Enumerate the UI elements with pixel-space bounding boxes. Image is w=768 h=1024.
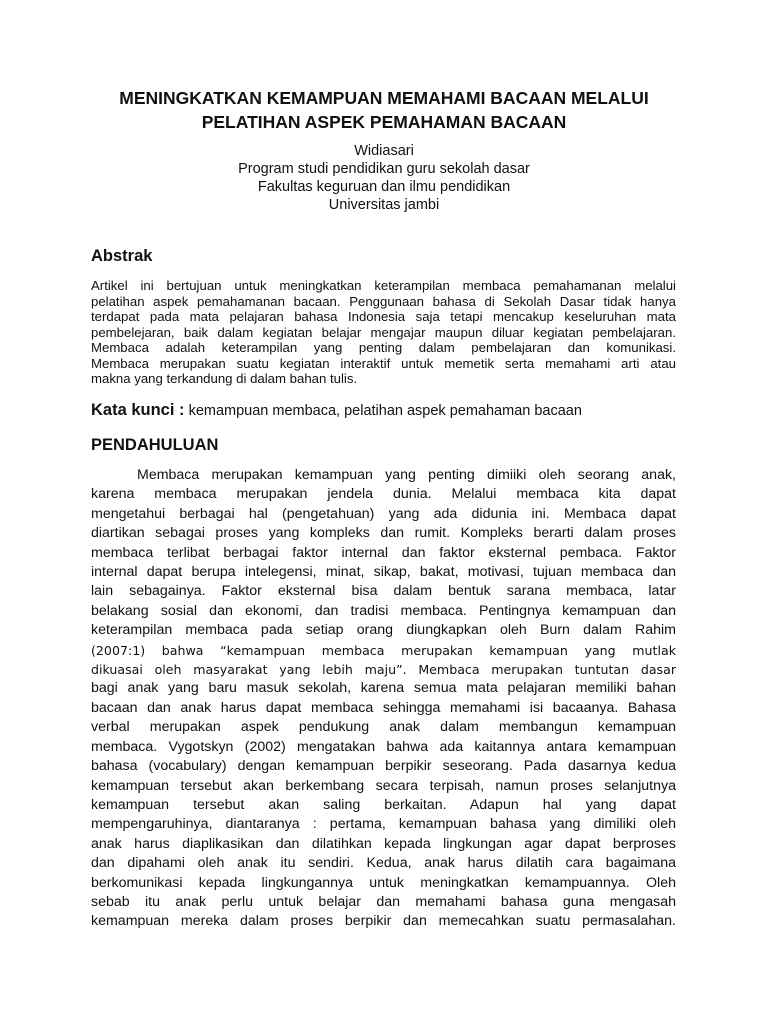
body-line: verbal merupakan aspek pendukung anak dalam membangun kemampuan: [91, 719, 676, 736]
body-line: diartikan sebagai proses yang kompleks dan rumit. Kompleks berarti dalam proses: [91, 525, 676, 542]
body-line: dikuasai oleh masyarakat yang lebih maju”. Membaca merupakan tuntutan dasar: [91, 662, 676, 678]
body-line: mempengaruhinya, diantaranya : pertama, kemampuan bahasa yang dimiliki oleh: [91, 816, 676, 833]
author-block: [70, 142, 698, 214]
author-name: Widiasari: [354, 143, 414, 159]
abstract-line: Membaca merupakan suatu kegiatan interaktif untuk memetik serta memahami arti atau: [91, 355, 676, 371]
affiliation-line-2: Fakultas keguruan dan ilmu pendidikan: [257, 179, 511, 195]
body-line: dan dipahami oleh anak itu sendiri. Kedua, anak harus dilatih cara bagaimana: [91, 855, 676, 872]
title-line-1: MENINGKATKAN KEMAMPUAN MEMAHAMI BACAAN MELALUI: [119, 88, 649, 108]
body-line: kemampuan mereka dalam proses berpikir dan memecahkan suatu permasalahan.: [91, 913, 676, 930]
body-line: Membaca merupakan kemampuan yang penting dimiiki oleh seorang anak,: [137, 467, 676, 483]
body-line: mengetahui berbagai hal (pengetahuan) yang ada didunia ini. Membaca dapat: [91, 505, 676, 522]
body-line: kemampuan tersebut akan berkembang secara terpisah, namun proses selanjutnya: [91, 777, 676, 794]
body-line: (2007:1) bahwa “kemampuan membaca merupakan kemampuan yang mutlak: [91, 642, 676, 658]
abstract-line: pembelejaran, baik dalam kegiatan belajar mengajar maupun diluar kegiatan pembelajaran.: [91, 324, 676, 340]
body-line: keterampilan membaca pada setiap orang diungkapkan oleh Burn dalam Rahim: [91, 622, 676, 639]
body-line: bacaan dan anak harus dapat membaca sehingga memahami isi bacaanya. Bahasa: [91, 699, 676, 716]
affiliation-line-1: Program studi pendidikan guru sekolah dasar: [238, 161, 530, 177]
abstract-line: makna yang terkandung di dalam bahan tulis.: [91, 371, 358, 386]
body-line: membaca. Vygotskyn (2002) mengatakan bahwa ada kaitannya antara kemampuan: [91, 738, 676, 755]
title-line-2: PELATIHAN ASPEK PEMAHAMAN BACAAN: [201, 112, 567, 132]
body-line: berkomunikasi kepada lingkungannya untuk meningkatkan kemampuannya. Oleh: [91, 874, 676, 891]
body-line: internal dapat berupa intelegensi, minat, sikap, bakat, motivasi, tujuan membaca dan: [91, 564, 676, 581]
abstract-heading: Abstrak: [91, 247, 153, 265]
body-line: kemampuan tersebut akan saling berkaitan. Adapun hal yang dapat: [91, 796, 676, 813]
keywords-row: [91, 400, 691, 421]
abstract-line: Artikel ini bertujuan untuk meningkatkan keterampilan membaca pemahamanan melalui: [91, 278, 676, 293]
affiliation-line-3: Universitas jambi: [328, 197, 440, 213]
body-line: lain sebagainya. Faktor eksternal bisa dalam bentuk sarana membaca, latar: [91, 583, 676, 600]
abstract-line: Membaca adalah keterampilan yang penting dalam pembelajaran dan komunikasi.: [91, 340, 676, 355]
keywords-label: Kata kunci :: [91, 401, 185, 419]
body-line: membaca terlibat berbagai faktor internal dan faktor eksternal pembaca. Faktor: [91, 544, 676, 561]
body-line: karena membaca merupakan jendela dunia. Melalui membaca kita dapat: [91, 486, 676, 503]
abstract-line: terdapat pada mata pelajaran bahasa Indonesia saja tetapi mencakup keseluruhan mata: [91, 309, 676, 324]
section-heading: PENDAHULUAN: [91, 436, 219, 454]
body-line: belakang sosial dan ekonomi, dan tradisi membaca. Pentingnya kemampuan dan: [91, 602, 676, 619]
body-paragraph: [91, 466, 676, 932]
keywords-text: kemampuan membaca, pelatihan aspek pemahaman bacaan: [188, 403, 582, 419]
body-line: sebab itu anak perlu untuk belajar dan memahami bahasa guna mengasah: [91, 893, 676, 910]
abstract-line: pelatihan aspek pemahamanan bacaan. Penggunaan bahasa di Sekolah Dasar tidak hanya: [91, 293, 676, 309]
body-line: bahasa (vocabulary) dengan kemampuan berpikir seseorang. Pada dasarnya kedua: [91, 758, 676, 775]
body-line: bagi anak yang baru masuk sekolah, karena semua mata pelajaran memiliki bahan: [91, 680, 676, 697]
body-line: anak harus diaplikasikan dan dilatihkan kepada lingkungan agar dapat berproses: [91, 835, 676, 852]
paper-title: [70, 86, 698, 134]
abstract-text: [91, 278, 676, 387]
